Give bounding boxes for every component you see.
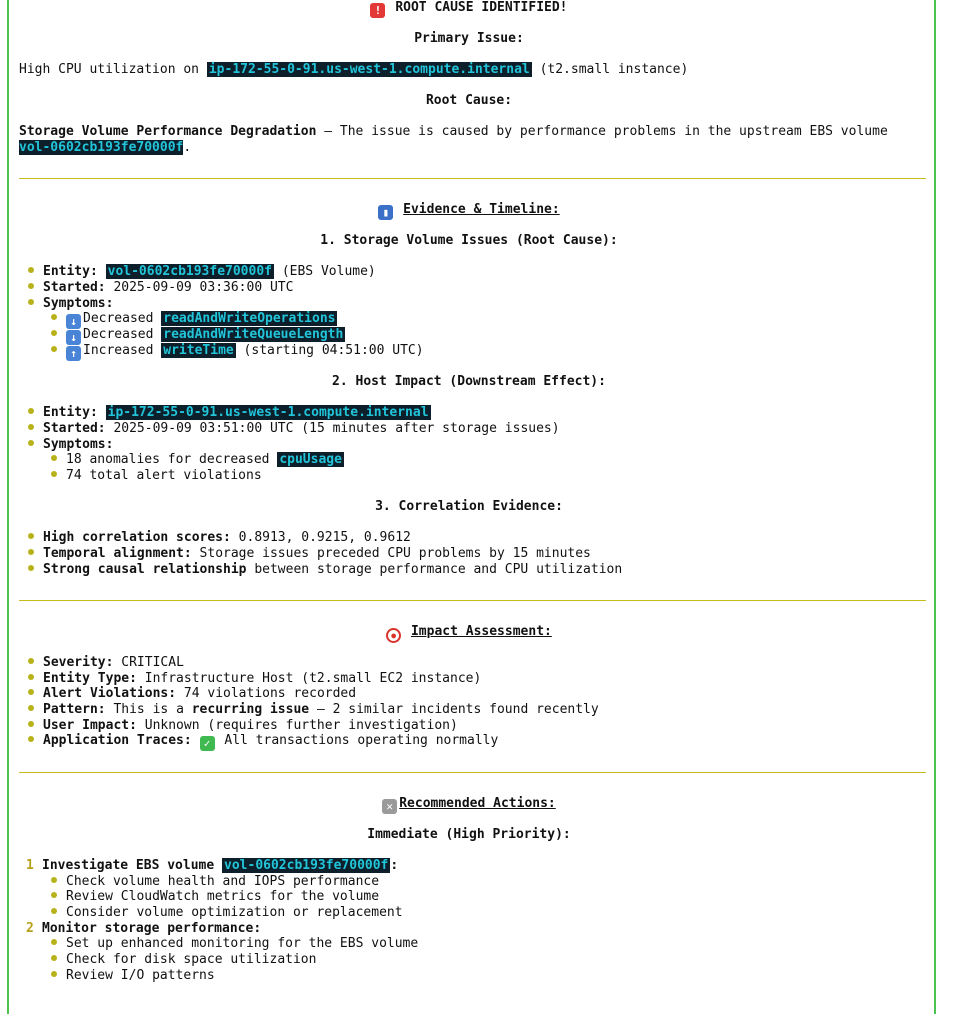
symptom-suffix: (starting 04:51:00 UTC): [235, 343, 424, 358]
bullet-icon: [28, 736, 34, 742]
bullet-icon: [51, 892, 57, 898]
correlation-heading: 3. Correlation Evidence:: [375, 499, 563, 514]
target-icon: ●: [386, 628, 401, 643]
bullet-icon: [28, 705, 34, 711]
bullet-icon: [51, 471, 57, 477]
report-title: [19, 0, 919, 18]
list-item: [51, 936, 418, 952]
up-arrow-icon: ↑: [66, 346, 81, 361]
primary-issue-heading: Primary Issue:: [414, 31, 524, 46]
bullet-icon: [28, 283, 34, 289]
list-item: [26, 858, 398, 874]
entity-volume-code: vol-0602cb193fe70000f: [107, 264, 272, 279]
list-item: [28, 437, 113, 453]
bullet-icon: [28, 299, 34, 305]
root-cause-end: .: [183, 140, 192, 155]
host-impact-heading: 2. Host Impact (Downstream Effect):: [332, 374, 606, 389]
entity-suffix: (EBS Volume): [274, 264, 376, 279]
user-impact-label: User Impact:: [43, 718, 137, 733]
action-subitem: Check volume health and IOPS performance: [66, 874, 380, 889]
root-cause-heading: Root Cause:: [425, 93, 513, 108]
correlation-label: Strong causal relationship: [43, 562, 247, 577]
started-value: 2025-09-09 03:36:00 UTC: [105, 280, 294, 295]
storage-issues-heading: 1. Storage Volume Issues (Root Cause):: [320, 233, 618, 248]
bullet-icon: [28, 424, 34, 430]
bullet-icon: [28, 533, 34, 539]
entity-host-code: ip-172-55-0-91.us-west-1.compute.internal: [107, 405, 429, 420]
bullet-icon: [51, 330, 57, 336]
item-number: 1: [26, 858, 34, 873]
list-item: [51, 968, 215, 984]
bullet-icon: [51, 971, 57, 977]
action-subitem: Review CloudWatch metrics for the volume: [66, 889, 380, 904]
actions-heading: [19, 796, 919, 814]
metric-code: writeTime: [163, 343, 234, 358]
metric-code: readAndWriteQueueLength: [163, 327, 344, 342]
bullet-icon: [28, 674, 34, 680]
immediate-heading: Immediate (High Priority):: [367, 827, 571, 842]
evidence-heading: [19, 202, 919, 220]
traces-value: All transactions operating normally: [216, 733, 499, 748]
list-item: [28, 733, 498, 751]
actions-title: Recommended Actions:: [399, 796, 556, 811]
bullet-icon: [51, 346, 57, 352]
action-subitem: Set up enhanced monitoring for the EBS volume: [66, 936, 419, 951]
tools-icon: ✕: [382, 799, 397, 814]
alert-violations-label: Alert Violations:: [43, 686, 177, 701]
bullet-icon: [28, 408, 34, 414]
bullet-icon: [51, 877, 57, 883]
action-label: Investigate EBS volume: [42, 858, 223, 873]
root-cause-line-2: [19, 140, 191, 156]
down-arrow-icon: ↓: [66, 314, 81, 329]
symptom-text: 18 anomalies for decreased: [66, 452, 278, 467]
list-item: [51, 905, 403, 921]
bullet-icon: [28, 267, 34, 273]
symptom-text: Decreased: [83, 327, 162, 342]
bullet-icon: [28, 721, 34, 727]
bullet-icon: [51, 314, 57, 320]
symptom-text: Decreased: [83, 311, 162, 326]
primary-host-code: ip-172-55-0-91.us-west-1.compute.internal: [208, 62, 530, 77]
bullet-icon: [28, 658, 34, 664]
correlation-label: High correlation scores:: [43, 530, 231, 545]
divider: [19, 178, 926, 179]
list-item: [28, 546, 591, 562]
list-item: [28, 655, 184, 671]
primary-issue-suffix: (t2.small instance): [531, 62, 689, 77]
pattern-bold: recurring issue: [191, 702, 310, 717]
correlation-value: between storage performance and CPU utilization: [246, 562, 623, 577]
report-title-text: ROOT CAUSE IDENTIFIED!: [395, 0, 568, 15]
bullet-icon: [28, 565, 34, 571]
list-item: [51, 889, 379, 905]
list-item: [51, 874, 379, 890]
pattern-post: – 2 similar incidents found recently: [309, 702, 599, 717]
list-item: [28, 280, 293, 296]
bullet-icon: [28, 549, 34, 555]
action-subitem: Review I/O patterns: [66, 968, 215, 983]
entity-label: Entity:: [43, 405, 98, 420]
impact-heading: [19, 624, 919, 643]
severity-label: Severity:: [43, 655, 114, 670]
action-volume-code: vol-0602cb193fe70000f: [224, 858, 389, 873]
root-cause-bold: Storage Volume Performance Degradation: [19, 124, 317, 139]
bullet-icon: [28, 440, 34, 446]
bullet-icon: [51, 455, 57, 461]
root-cause-line-1: [19, 124, 888, 140]
started-label: Started:: [43, 421, 106, 436]
list-item: [28, 421, 560, 437]
list-item: [28, 405, 431, 421]
action-subitem: Check for disk space utilization: [66, 952, 317, 967]
entity-type-value: Infrastructure Host (t2.small EC2 instance): [136, 671, 482, 686]
bullet-icon: [28, 689, 34, 695]
bullet-icon: [51, 908, 57, 914]
entity-label: Entity:: [43, 264, 98, 279]
pattern-pre: This is a: [105, 702, 192, 717]
metric-code: cpuUsage: [279, 452, 342, 467]
divider: [19, 772, 926, 773]
bullet-icon: [51, 955, 57, 961]
root-cause-volume-code: vol-0602cb193fe70000f: [19, 140, 184, 155]
symptom-text: 74 total alert violations: [66, 468, 262, 483]
correlation-label: Temporal alignment:: [43, 546, 192, 561]
entity-type-label: Entity Type:: [43, 671, 137, 686]
list-item: [51, 452, 344, 468]
pattern-label: Pattern:: [43, 702, 106, 717]
list-item: [26, 921, 261, 937]
symptoms-label: Symptoms:: [43, 296, 114, 311]
list-item: [51, 468, 262, 484]
correlation-value: 0.8913, 0.9215, 0.9612: [230, 530, 411, 545]
list-item: [28, 702, 599, 718]
started-value: 2025-09-09 03:51:00 UTC (15 minutes after storage issues): [105, 421, 560, 436]
list-item: [28, 530, 411, 546]
impact-title: Impact Assessment:: [410, 624, 552, 639]
list-item: [51, 343, 424, 361]
list-item: [51, 952, 316, 968]
divider: [19, 600, 926, 601]
severity-value: CRITICAL: [113, 655, 184, 670]
siren-icon: !: [370, 3, 385, 18]
alert-violations-value: 74 violations recorded: [176, 686, 357, 701]
action-label: Monitor storage performance:: [42, 921, 262, 936]
root-cause-text: – The issue is caused by performance problems in the upstream EBS volume: [316, 124, 888, 139]
primary-issue-line: [19, 62, 688, 78]
list-item: [28, 562, 622, 578]
traces-label: Application Traces:: [43, 733, 192, 748]
down-arrow-icon: ↓: [66, 330, 81, 345]
metric-code: readAndWriteOperations: [163, 311, 336, 326]
check-mark-icon: ✓: [200, 736, 215, 751]
list-item: [28, 264, 376, 280]
list-item: [28, 686, 356, 702]
item-number: 2: [26, 921, 34, 936]
user-impact-value: Unknown (requires further investigation): [136, 718, 458, 733]
bullet-icon: [51, 939, 57, 945]
evidence-title: Evidence & Timeline:: [403, 202, 560, 217]
correlation-value: Storage issues preceded CPU problems by 15 minutes: [191, 546, 591, 561]
action-colon: :: [390, 858, 399, 873]
bar-chart-icon: ▮: [378, 205, 393, 220]
list-item: [28, 718, 458, 734]
primary-issue-prefix: High CPU utilization on: [19, 62, 207, 77]
symptoms-label: Symptoms:: [43, 437, 114, 452]
started-label: Started:: [43, 280, 106, 295]
action-subitem: Consider volume optimization or replacement: [66, 905, 403, 920]
list-item: [28, 296, 113, 312]
list-item: [28, 671, 481, 687]
symptom-text: Increased: [83, 343, 162, 358]
